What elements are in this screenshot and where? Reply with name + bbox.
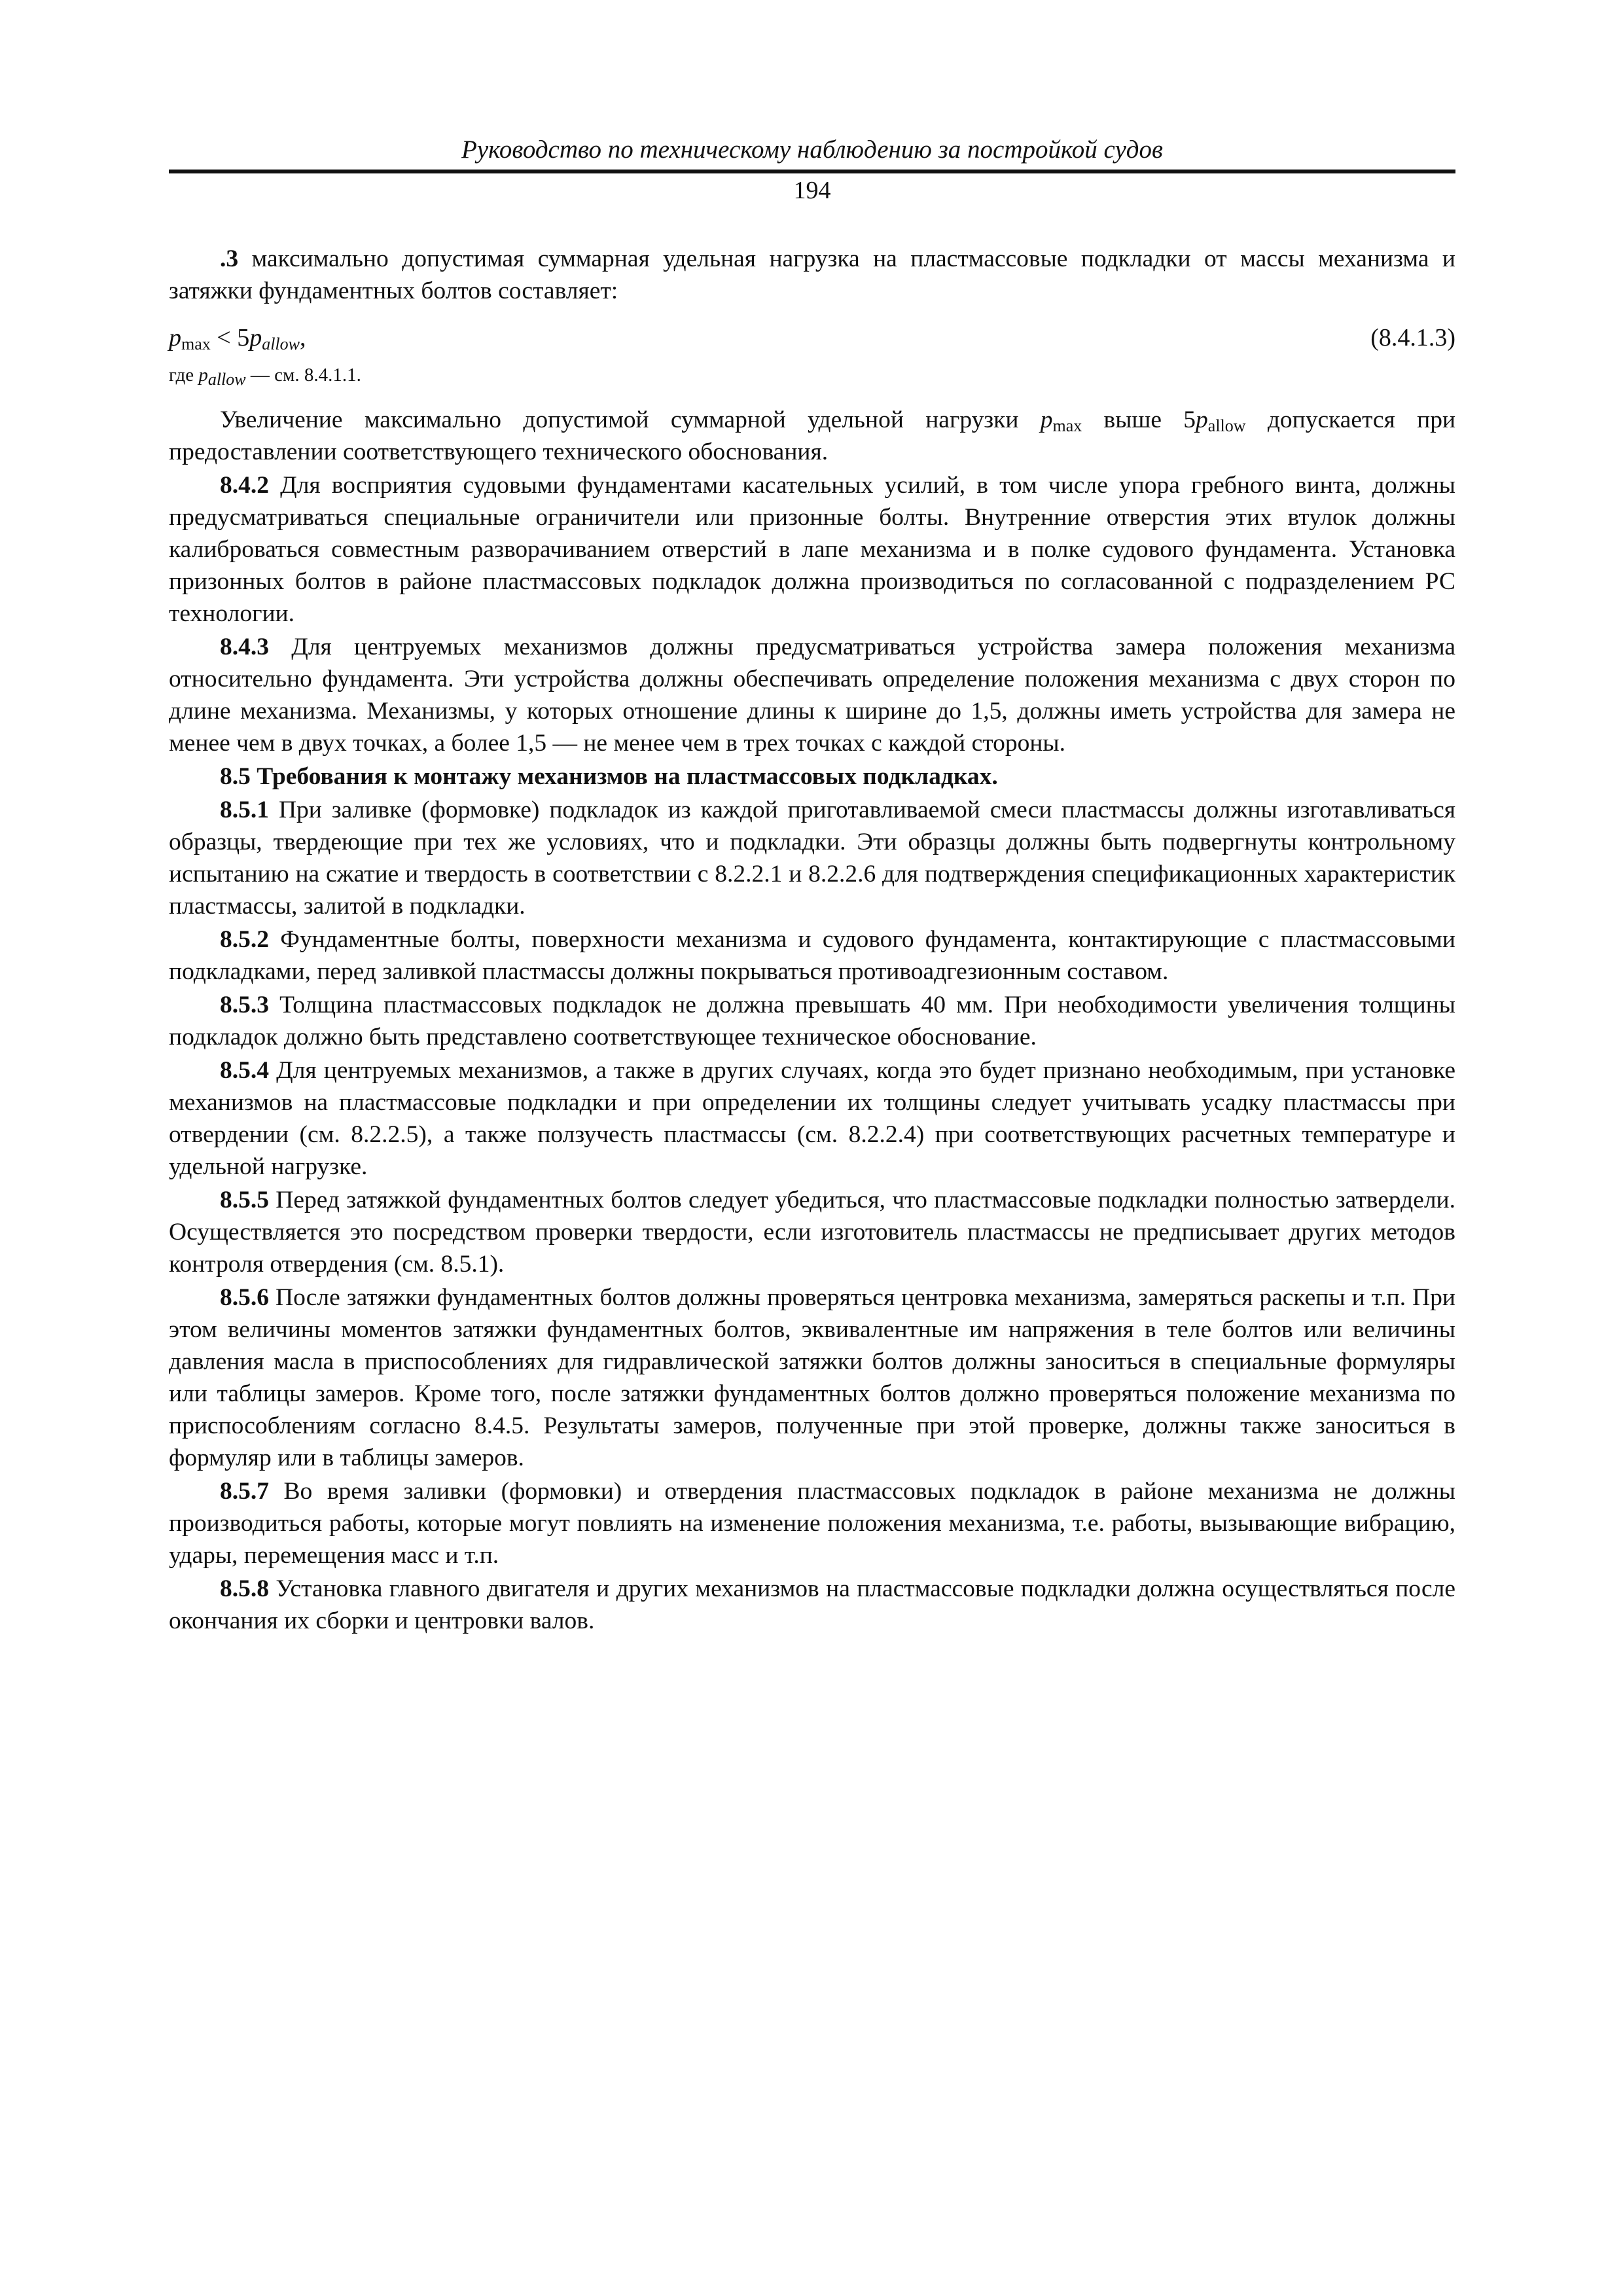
legend-suffix: — см. 8.4.1.1.	[245, 365, 361, 386]
paragraph-8-5-6	[169, 1282, 1455, 1474]
formula-lhs-var: p	[169, 324, 181, 351]
paragraph-8-5-3	[169, 989, 1455, 1053]
inline-var: p	[1040, 406, 1053, 433]
paragraph-number: 8.5.2	[220, 926, 269, 953]
paragraph-text: Для центруемых механизмов должны предусматриваться устройства замера положения механизма относительно фундамента. Эти устройства должны обеспечивать определение положения механизма с двух сторон по длине механизма. Механизмы, у которых отношение длины к ширине до 1,5, должны иметь устройства для замера не менее чем в двух точках, а более 1,5 — не менее чем в трех точках с каждой стороны.	[169, 634, 1455, 757]
paragraph-number: 8.5.4	[220, 1057, 269, 1084]
paragraph-8-5-2	[169, 924, 1455, 988]
body-text	[169, 243, 1455, 1637]
formula-rhs-var: p	[249, 324, 262, 351]
formula-8-4-1-3	[169, 321, 1455, 354]
inline-sub: max	[1052, 416, 1082, 435]
paragraph-text: Для восприятия судовыми фундаментами касательных усилий, в том числе упора гребного винта, должны предусматриваться специальные ограничители или призонные болты. Внутренние отверстия этих втулок должны калиброваться совместным разворачиванием отверстий в лапе механизма и в полке судового фундамента. Установка призонных болтов в районе пластмассовых подкладок должна производиться по согласованной с подразделением РС технологии.	[169, 472, 1455, 627]
paragraph-text: Во время заливки (формовки) и отвердения пластмассовых подкладок в районе механизма не должны производиться работы, которые могут повлиять на изменение положения механизма, т.е. работы, вызывающие вибрацию, удары, перемещения масс и т.п.	[169, 1478, 1455, 1569]
paragraph-number: .3	[220, 245, 239, 272]
legend-sub: allow	[207, 370, 246, 389]
inline-var: p	[1196, 406, 1208, 433]
paragraph-number: 8.5.8	[220, 1575, 269, 1602]
running-title: Руководство по техническому наблюдению за постройкой судов	[461, 135, 1163, 164]
paragraph-number: 8.5.5	[220, 1187, 269, 1213]
paragraph-text: Перед затяжкой фундаментных болтов следует убедиться, что пластмассовые подкладки полностью затвердели. Осуществляется это посредством проверки твердости, если изготовитель пластмассы не предписывает других методов контроля отвердения (см. 8.5.1).	[169, 1187, 1455, 1278]
formula-expression	[169, 321, 306, 354]
paragraph-text: Толщина пластмассовых подкладок не должна превышать 40 мм. При необходимости увеличения толщины подкладок должно быть представлено соответствующее техническое обоснование.	[169, 992, 1455, 1050]
text-segment: Увеличение максимально допустимой суммарной удельной нагрузки	[220, 406, 1041, 433]
inline-sub: allow	[1207, 416, 1246, 435]
paragraph-8-4-2	[169, 469, 1455, 630]
formula-rhs-sub: allow	[262, 334, 300, 353]
paragraph-8-5-8	[169, 1573, 1455, 1637]
paragraph-text: При заливке (формовке) подкладок из каждой приготавливаемой смеси пластмассы должны изготавливаться образцы, твердеющие при тех же условиях, что и подкладки. Эти образцы должны быть подвергнуты контрольному испытанию на сжатие и твердость в соответствии с 8.2.2.1 и 8.2.2.6 для подтверждения спецификационных характеристик пластмассы, залитой в подкладки.	[169, 797, 1455, 920]
paragraph-number: 8.5.1	[220, 797, 269, 823]
paragraph-text: Для центруемых механизмов, а также в других случаях, когда это будет признано необходимым, при установке механизмов на пластмассовые подкладки и при определении их толщины следует учитывать усадку пластмассы при отвердении (см. 8.2.2.5), а также ползучесть пластмассы (см. 8.2.2.4) при соответствующих расчетных температуре и удельной нагрузке.	[169, 1057, 1455, 1180]
page-number: 194	[793, 177, 831, 204]
section-heading-8-5: 8.5 Требования к монтажу механизмов на пластмассовых подкладках.	[220, 763, 998, 790]
formula-operator: < 5	[210, 324, 250, 351]
formula-lhs-sub: max	[181, 334, 211, 353]
paragraph-number: 8.5.6	[220, 1284, 269, 1311]
text-segment: допускается при предоставлении соответствующего технического обоснования.	[169, 406, 1456, 465]
header-rule	[169, 170, 1455, 173]
paragraph-8-5-1	[169, 794, 1455, 922]
paragraph-8-4-3	[169, 631, 1455, 759]
paragraph-number: 8.5.7	[220, 1478, 269, 1505]
paragraph-number: 8.4.2	[220, 472, 269, 499]
formula-trail: ,	[300, 324, 306, 351]
formula-number: (8.4.1.3)	[1370, 324, 1455, 351]
text-segment: выше 5	[1082, 406, 1196, 433]
paragraph-number: 8.4.3	[220, 634, 269, 660]
legend-var: p	[198, 365, 208, 386]
paragraph-load-increase	[169, 404, 1455, 468]
paragraph-text: Установка главного двигателя и других механизмов на пластмассовые подкладки должна осуществляться после окончания их сборки и центровки валов.	[169, 1575, 1455, 1634]
paragraph-text: После затяжки фундаментных болтов должны проверяться центровка механизма, замеряться раскепы и т.п. При этом величины моментов затяжки фундаментных болтов, эквивалентные им напряжения в теле болтов или величины давления масла в приспособлениях для гидравлической затяжки болтов должны заноситься в специальные формуляры или таблицы замеров. Кроме того, после затяжки фундаментных болтов должно проверяться положение механизма по приспособлениям согласно 8.4.5. Результаты замеров, полученные при этой проверке, должны также заноситься в формуляр или в таблицы замеров.	[169, 1284, 1455, 1471]
paragraph-number: 8.5.3	[220, 992, 269, 1018]
formula-legend	[169, 361, 1455, 389]
document-page	[169, 134, 1455, 1638]
paragraph-text: Фундаментные болты, поверхности механизма и судового фундамента, контактирующие с пластмассовыми подкладками, перед заливкой пластмассы должны покрываться противоадгезионным составом.	[169, 926, 1455, 985]
paragraph-8-5-4	[169, 1054, 1455, 1183]
paragraph-item-3	[169, 243, 1455, 307]
paragraph-8-5-5	[169, 1184, 1455, 1280]
paragraph-text: максимально допустимая суммарная удельная нагрузка на пластмассовые подкладки от массы механизма и затяжки фундаментных болтов составляет:	[169, 245, 1455, 304]
legend-prefix: где	[169, 365, 199, 386]
paragraph-8-5-7	[169, 1475, 1455, 1571]
